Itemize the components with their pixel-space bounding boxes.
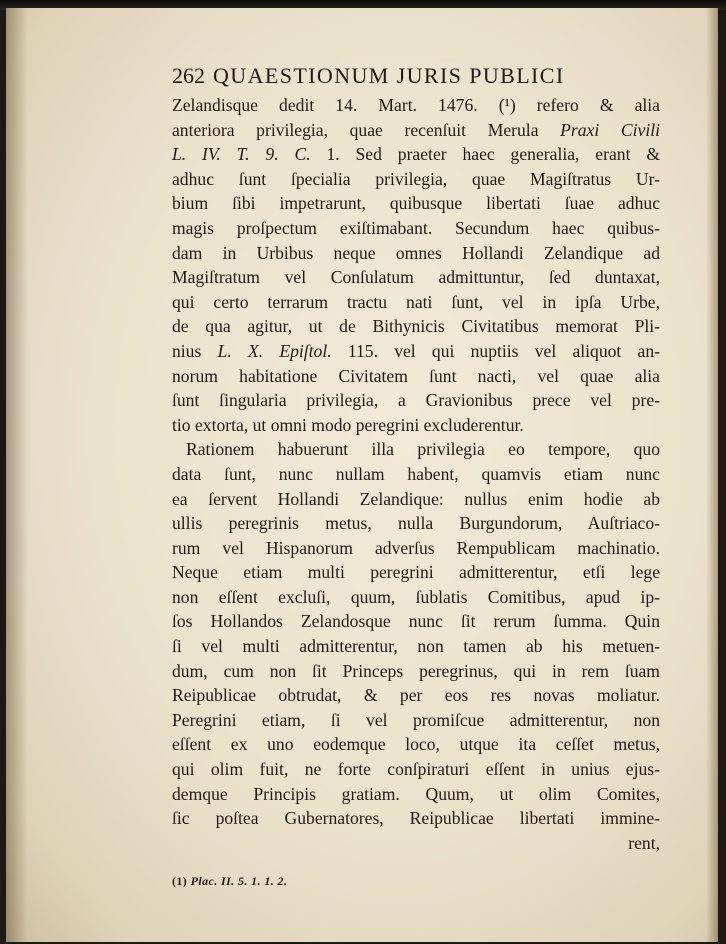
text-segment: tio extorta, ut omni modo peregrini excluderentur. (172, 414, 524, 435)
text-line (172, 560, 660, 585)
text-segment: qui olim fuit, ne forte conſpiraturi eſſent in unius ejus- (172, 759, 660, 780)
italic-citation: Praxi Civili (560, 119, 660, 140)
text-segment: norum habitatione Civitatem ſunt nacti, vel quae alia (172, 365, 660, 386)
italic-citation: L. IV. T. 9. C. (172, 144, 311, 165)
footnote (172, 873, 660, 889)
text-segment: non eſſent excluſi, quum, ſublatis Comitibus, apud ip- (172, 586, 660, 607)
text-line (172, 216, 660, 241)
text-line (172, 364, 660, 389)
text-line (172, 708, 660, 733)
text-line (172, 118, 660, 143)
text-line (172, 142, 660, 167)
text-line (172, 437, 660, 462)
running-title: QUAESTIONUM JURIS PUBLICI (213, 63, 565, 88)
text-segment: anteriora privilegia, quae recenſuit Merula (172, 119, 561, 140)
gutter-shadow (6, 8, 28, 942)
text-segment: rent, (628, 832, 660, 853)
text-segment: eſſent ex uno eodemque loco, utque ita ceſſet metus, (172, 734, 660, 755)
page-edge (706, 8, 718, 942)
text-segment: qui certo terrarum tractu nati ſunt, vel in ipſa Urbe, (172, 291, 660, 312)
text-segment: de qua agitur, ut de Bithynicis Civitatibus memorat Pli- (172, 316, 660, 337)
text-segment: 1. Sed praeter haec generalia, erant & (310, 144, 661, 165)
page-number: 262 (172, 63, 205, 88)
text-segment: dam in Urbibus neque omnes Hollandi Zelandique ad (172, 242, 660, 263)
text-line (172, 609, 660, 634)
text-segment: rum vel Hispanorum adverſus Rempublicam machinatio. (172, 537, 660, 558)
text-line (172, 683, 660, 708)
text-line (172, 462, 660, 487)
text-segment: ſunt ſingularia privilegia, a Gravionibus prece vel pre- (172, 390, 660, 411)
text-line (172, 167, 660, 192)
text-line (172, 191, 660, 216)
text-segment: data ſunt, nunc nullam habent, quamvis etiam nunc (172, 463, 660, 484)
text-line (172, 413, 660, 438)
text-segment: Neque etiam multi peregrini admitterentur, etſi lege (172, 562, 660, 583)
text-segment: ea ſervent Hollandi Zelandique: nullus enim hodie ab (172, 488, 660, 509)
text-line (172, 806, 660, 831)
text-segment: Rationem habuerunt illa privilegia eo tempore, quo (186, 439, 660, 460)
text-line (172, 290, 660, 315)
text-line (172, 265, 660, 290)
text-segment: Peregrini etiam, ſi vel promiſcue admitterentur, non (172, 709, 660, 730)
text-segment: Magiſtratum vel Conſulatum admittuntur, ſed duntaxat, (172, 267, 660, 288)
text-segment: ſic poſtea Gubernatores, Reipublicae libertati immine- (172, 808, 660, 829)
book-page (6, 8, 718, 942)
text-line (172, 732, 660, 757)
text-line (172, 487, 660, 512)
text-segment: ſos Hollandos Zelandosque nunc ſit rerum ſumma. Quin (172, 611, 660, 632)
text-segment: ſi vel multi admitterentur, non tamen ab his metuen- (172, 636, 660, 657)
text-segment: 115. vel qui nuptiis vel aliquot an- (331, 340, 660, 361)
text-line (172, 339, 660, 364)
text-line (172, 314, 660, 339)
text-segment: bium ſibi impetrarunt, quibusque libertati ſuae adhuc (172, 193, 660, 214)
text-line (172, 831, 660, 856)
text-line (172, 634, 660, 659)
footnote-reference: Plac. II. 5. 1. 1. 2. (190, 874, 288, 889)
text-line (172, 388, 660, 413)
text-segment: nius (172, 340, 218, 361)
text-segment: Zelandisque dedit 14. Mart. 1476. (¹) refero & alia (172, 95, 660, 115)
italic-citation: L. X. Epiſtol. (217, 340, 332, 361)
text-line (172, 511, 660, 536)
text-segment: Reipublicae obtrudat, & per eos res novas moliatur. (172, 685, 660, 706)
text-line (172, 536, 660, 561)
text-line (172, 93, 660, 118)
text-line (172, 757, 660, 782)
text-line (172, 782, 660, 807)
text-segment: dum, cum non ſit Princeps peregrinus, qui in rem ſuam (172, 660, 660, 681)
text-line (172, 241, 660, 266)
text-segment: ullis peregrinis metus, nulla Burgundorum, Auſtriaco- (172, 513, 660, 534)
text-line (172, 659, 660, 684)
body-text (172, 93, 660, 855)
text-segment: magis proſpectum exiſtimabant. Secundum haec quibus- (172, 217, 660, 238)
running-head (172, 59, 660, 93)
text-line (172, 585, 660, 610)
text-segment: adhuc ſunt ſpecialia privilegia, quae Magiſtratus Ur- (172, 168, 660, 189)
text-block (172, 59, 660, 889)
text-segment: demque Principis gratiam. Quum, ut olim Comites, (172, 783, 660, 804)
footnote-marker: (1) (172, 874, 188, 889)
